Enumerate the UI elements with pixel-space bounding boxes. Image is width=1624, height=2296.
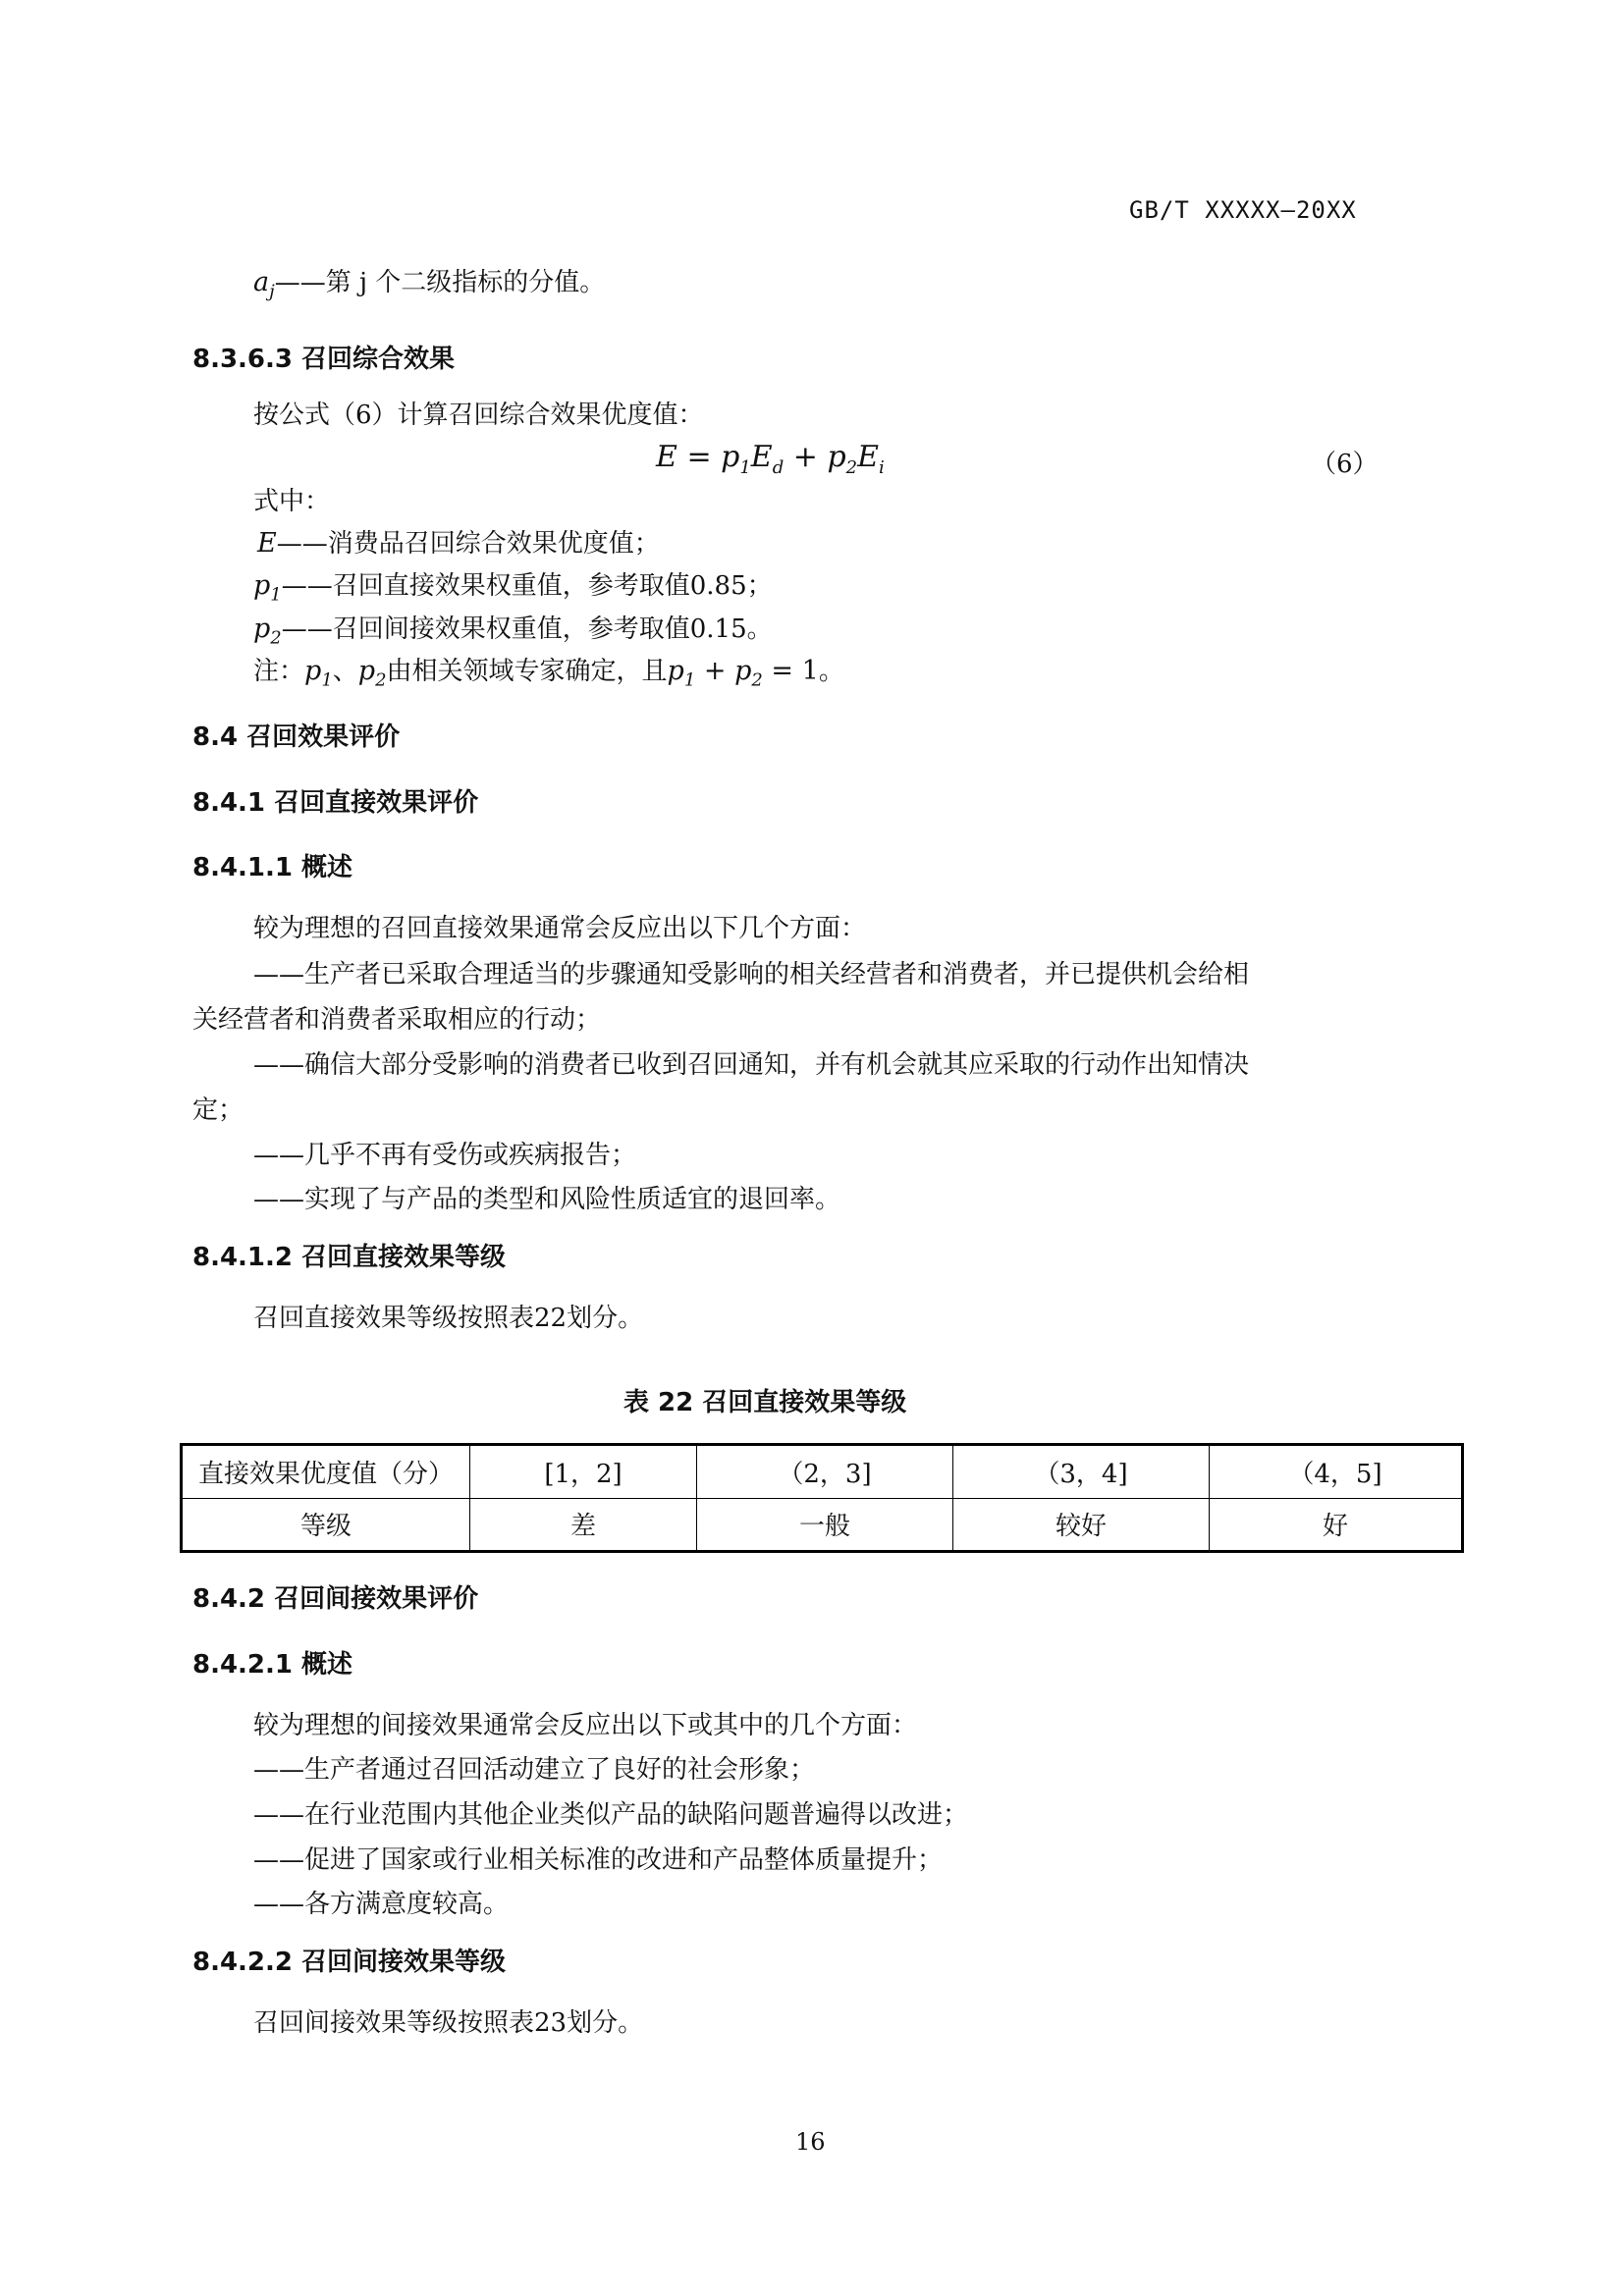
table-cell: （4，5] [1210, 1445, 1463, 1499]
indirect-item-3: ——促进了国家或行业相关标准的改进和产品整体质量提升； [253, 1845, 944, 1875]
equation-number: （6） [1311, 450, 1379, 479]
def-E: E——消费品召回综合效果优度值； [257, 528, 660, 559]
where-label: 式中： [253, 487, 331, 516]
def-p2: $p_2——$召回间接效果权重值，参考取值0.15。 [253, 614, 773, 649]
table22-caption: 表 22 召回直接效果等级 [623, 1388, 907, 1417]
table-cell: 好 [1210, 1498, 1463, 1552]
table23-reference: 召回间接效果等级按照表23划分。 [253, 2008, 644, 2038]
aj-symbol: $a_j$ [253, 267, 275, 302]
heading-8-4-2-1: 8.4.2.1 概述 [192, 1650, 353, 1680]
direct-effect-intro: 较为理想的召回直接效果通常会反应出以下几个方面： [253, 914, 867, 943]
def-p1: $p_1——$召回直接效果权重值，参考取值0.85； [253, 570, 773, 606]
table-cell: （3，4] [953, 1445, 1210, 1499]
table22 [180, 1443, 1464, 1553]
heading-8-3-6-3: 8.3.6.3 召回综合效果 [192, 345, 456, 374]
aj-text: ——第 j 个二级指标的分值。 [274, 268, 606, 297]
direct-item-2-line-2: 定； [192, 1095, 244, 1125]
direct-item-2-line-1: ——确信大部分受影响的消费者已收到召回通知，并有机会就其应采取的行动作出知情决 [253, 1050, 1250, 1080]
table-row [182, 1498, 1463, 1552]
indirect-item-2: ——在行业范围内其他企业类似产品的缺陷问题普遍得以改进； [253, 1800, 969, 1830]
indirect-effect-intro: 较为理想的间接效果通常会反应出以下或其中的几个方面： [253, 1711, 918, 1740]
heading-8-4-2-2: 8.4.2.2 召回间接效果等级 [192, 1948, 507, 1977]
heading-8-4-1: 8.4.1 召回直接效果评价 [192, 788, 479, 818]
direct-item-1-line-2: 关经营者和消费者采取相应的行动； [192, 1005, 602, 1035]
table-cell: 等级 [182, 1498, 470, 1552]
table-cell: [1，2] [470, 1445, 697, 1499]
weight-note: 注：$p_1$、$p_2$由相关领域专家确定，且$p_1 + p_2 = 1$。 [253, 656, 844, 691]
page-number: 16 [795, 2128, 826, 2156]
table-cell: 直接效果优度值（分） [182, 1445, 470, 1499]
heading-8-4: 8.4 召回效果评价 [192, 722, 401, 752]
indirect-item-4: ——各方满意度较高。 [253, 1890, 510, 1919]
direct-item-3: ——几乎不再有受伤或疾病报告； [253, 1141, 637, 1170]
document-number: GB/T XXXXX—20XX [1129, 196, 1357, 224]
table22-reference: 召回直接效果等级按照表22划分。 [253, 1304, 644, 1333]
direct-item-4: ——实现了与产品的类型和风险性质适宜的退回率。 [253, 1185, 841, 1214]
indirect-item-1: ——生产者通过召回活动建立了良好的社会形象； [253, 1755, 816, 1785]
heading-8-4-2: 8.4.2 召回间接效果评价 [192, 1584, 479, 1614]
table-cell: 差 [470, 1498, 697, 1552]
table-cell: 较好 [953, 1498, 1210, 1552]
heading-8-4-1-2: 8.4.1.2 召回直接效果等级 [192, 1243, 507, 1272]
formula-6: $E = p_1E_d + p_2E_i$ [656, 440, 885, 478]
formula-intro: 按公式（6）计算召回综合效果优度值： [253, 400, 704, 430]
table-cell: 一般 [697, 1498, 953, 1552]
table-cell: （2，3] [697, 1445, 953, 1499]
table-row [182, 1445, 1463, 1499]
direct-item-1-line-1: ——生产者已采取合理适当的步骤通知受影响的相关经营者和消费者，并已提供机会给相 [253, 960, 1250, 989]
aj-definition [253, 260, 605, 314]
heading-8-4-1-1: 8.4.1.1 概述 [192, 853, 353, 882]
